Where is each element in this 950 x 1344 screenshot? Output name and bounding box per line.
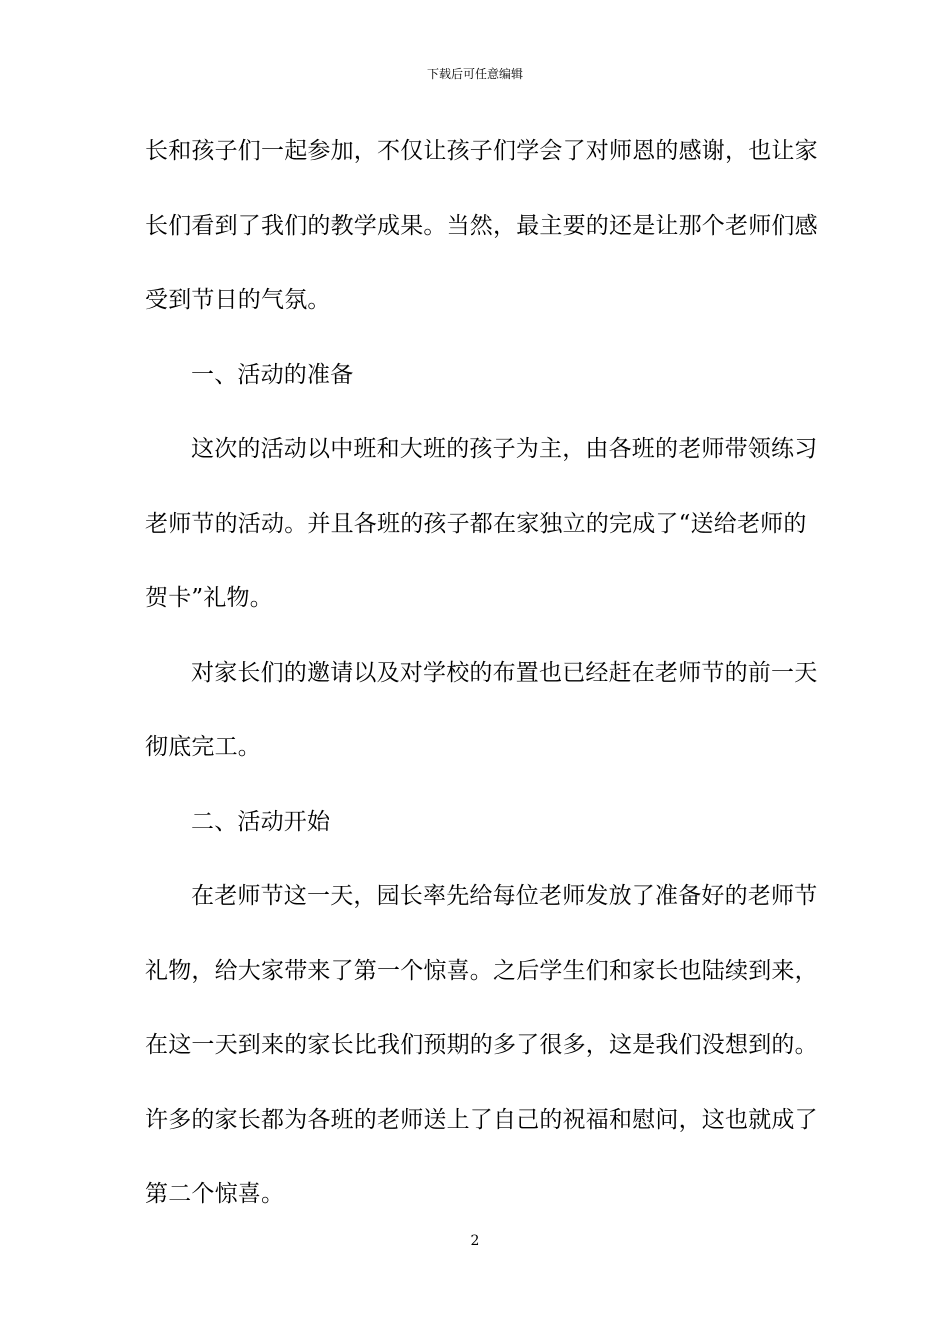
body-line: 对家长们的邀请以及对学校的布置也已经赶在老师节的前一天 bbox=[191, 659, 818, 686]
body-line: 第二个惊喜。 bbox=[145, 1181, 285, 1207]
body-line: 礼物，给大家带来了第一个惊喜。之后学生们和家长也陆续到来， bbox=[145, 957, 818, 984]
body-line: 在这一天到来的家长比我们预期的多了很多，这是我们没想到的。 bbox=[145, 1032, 818, 1058]
body-line: 许多的家长都为各班的老师送上了自己的祝福和慰问，这也就成了 bbox=[145, 1106, 818, 1133]
body-line: 彻底完工。 bbox=[145, 734, 261, 760]
page-header: 下载后可任意编辑 bbox=[426, 67, 523, 81]
body-line: 这次的活动以中班和大班的孩子为主，由各班的老师带领练习 bbox=[191, 436, 818, 462]
section-heading: 二、活动开始 bbox=[191, 808, 331, 835]
body-line: 长和孩子们一起参加，不仅让孩子们学会了对师恩的感谢，也让家 bbox=[145, 138, 818, 164]
body-line: 在老师节这一天，园长率先给每位老师发放了准备好的老师节 bbox=[191, 883, 818, 909]
body-line: 老师节的活动。并且各班的孩子都在家独立的完成了“送给老师的 bbox=[145, 510, 807, 537]
page-number: 2 bbox=[470, 1233, 480, 1249]
document-body bbox=[145, 127, 818, 1245]
section-heading: 一、活动的准备 bbox=[191, 361, 354, 388]
body-line: 受到节日的气氛。 bbox=[145, 287, 331, 313]
body-line: 长们看到了我们的教学成果。当然，最主要的还是让那个老师们感 bbox=[145, 212, 818, 239]
body-line: 贺卡”礼物。 bbox=[145, 585, 273, 611]
